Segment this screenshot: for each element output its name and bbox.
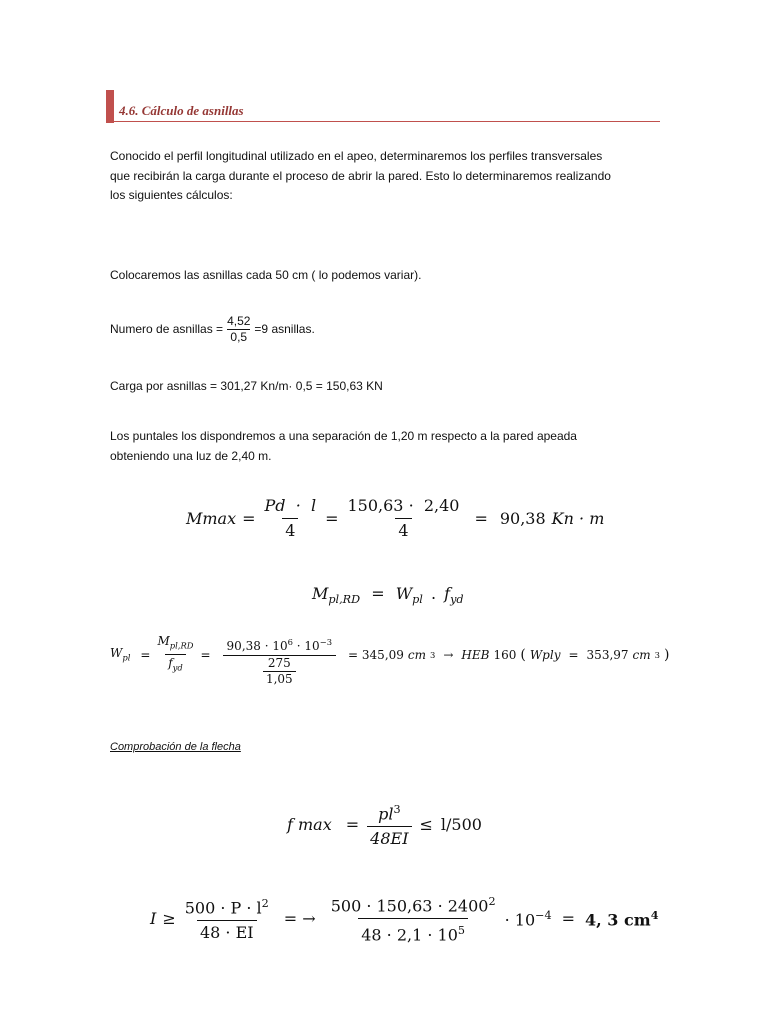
profile-number: 160 <box>493 647 517 662</box>
equals-sign: = <box>474 509 488 528</box>
section-title: 4.6. Cálculo de asnillas <box>119 103 244 118</box>
equals-sign: = <box>371 584 385 603</box>
puntales-line-2: obteniendo una luz de 2,40 m. <box>110 448 272 463</box>
mmax-frac1-den: 4 <box>282 518 298 543</box>
spacing-text: Colocaremos las asnillas cada 50 cm ( lo podemos variar). <box>110 268 422 282</box>
intro-line-3: los siguientes cálculos: <box>110 188 233 202</box>
wpl-result: = 345,09 <box>348 647 404 662</box>
puntales-paragraph <box>110 427 670 466</box>
mmax-result: 90,38 <box>499 509 546 528</box>
fmax-lhs: f max <box>287 815 332 835</box>
mpl-W-sub: pl <box>412 593 423 607</box>
fmax-rhs: l/500 <box>440 815 482 835</box>
wply-value: 353,97 <box>586 647 629 662</box>
numero-fraction <box>224 314 253 345</box>
mpl-M: M <box>312 584 329 603</box>
mmax-equation <box>186 494 604 543</box>
mpl-equation <box>312 584 464 606</box>
profile-name: HEB <box>461 647 490 662</box>
leq-sign: ≤ <box>419 815 433 835</box>
wply-label: Wply <box>529 647 561 662</box>
numero-den: 0,5 <box>227 329 250 345</box>
numero-label: Numero de asnillas = <box>110 321 224 336</box>
wpl-equation: $W_{pl}$ = $\frac{M_{pl,RD}}{f_{yd}}$ = $\frac{90,38 \cdot 10^6 \cdot 10^{-3}}{\frac{275}{1,05}}$ = 345,09 cm 3 → HEB 160 ( Wply = 353,97 cm 3 ) <box>110 633 670 686</box>
heading-accent-bar <box>106 90 114 123</box>
inertia-lhs: I <box>150 909 157 929</box>
mmax-lhs: Mmax <box>186 509 237 528</box>
puntales-line-1: Los puntales los dispondremos a una separación de 1,20 m respecto a la pared apeada <box>110 429 577 443</box>
equals-sign: = <box>345 815 360 835</box>
intro-line-2: que recibirán la carga durante el proceso de abrir la pared. Esto lo determinaremos realizando <box>110 168 611 183</box>
heading-underline <box>114 121 660 122</box>
flecha-heading: Comprobación de la flecha <box>110 741 241 753</box>
equals-sign: = <box>561 909 576 929</box>
equals-sign: = <box>325 509 339 528</box>
numero-num: 4,52 <box>227 314 251 328</box>
fmax-equation <box>287 798 482 851</box>
intro-paragraph <box>110 147 670 206</box>
wpl-lhs: $W_{pl}$ <box>110 646 131 663</box>
equals-sign: = <box>200 647 211 662</box>
inertia-equation: I ≥ $\frac{500 \cdot P \cdot l^2}{48 \cdot EI}$ = → $\frac{500 \cdot 150,63 \cdot 2400^2}{48 \cdot 2,1 \cdot 10^5}$ · $10^{-4}$ = 4, 3 $cm^4$ <box>150 890 658 948</box>
inertia-fraction-1: $\frac{500 \cdot P \cdot l^2}{48 \cdot EI}$ <box>182 892 272 945</box>
mpl-f: f <box>444 584 451 603</box>
equals-sign: = <box>242 509 256 528</box>
mpl-f-sub: yd <box>450 593 464 607</box>
mmax-frac2-num: 150,63 · 2,40 <box>347 496 460 515</box>
mmax-fraction-2 <box>345 494 463 543</box>
mmax-frac1-num: Pd · l <box>264 496 317 515</box>
arrow: → <box>443 647 454 662</box>
mmax-unit: Kn · m <box>551 509 605 528</box>
geq-sign: ≥ <box>162 909 176 929</box>
mpl-W: W <box>395 584 413 603</box>
mpl-dot: . <box>430 584 437 603</box>
fmax-fraction: $\frac{pl^3}{48EI}$ <box>367 798 411 851</box>
wpl-fraction-2: $\frac{90,38 \cdot 10^6 \cdot 10^{-3}}{\frac{275}{1,05}}$ <box>215 634 345 687</box>
mmax-fraction-1 <box>262 494 320 543</box>
arrow: = → <box>283 909 316 929</box>
mmax-frac2-den: 4 <box>395 518 411 543</box>
inertia-result: 4, 3 $cm^4$ <box>585 908 659 930</box>
wpl-fraction-1: $\frac{M_{pl,RD}}{f_{yd}}$ <box>154 633 196 677</box>
mpl-M-sub: pl,RD <box>328 593 361 607</box>
equals-sign: = <box>140 647 151 662</box>
intro-line-1: Conocido el perfil longitudinal utilizado en el apeo, determinaremos los perfiles transversales <box>110 149 603 163</box>
inertia-fraction-2: $\frac{500 \cdot 150,63 \cdot 2400^2}{48 \cdot 2,1 \cdot 10^5}$ <box>328 890 499 948</box>
carga-text: Carga por asnillas = 301,27 Kn/m· 0,5 = 150,63 KN <box>110 379 383 393</box>
numero-result: =9 asnillas. <box>254 321 315 336</box>
numero-asnillas <box>110 314 315 345</box>
